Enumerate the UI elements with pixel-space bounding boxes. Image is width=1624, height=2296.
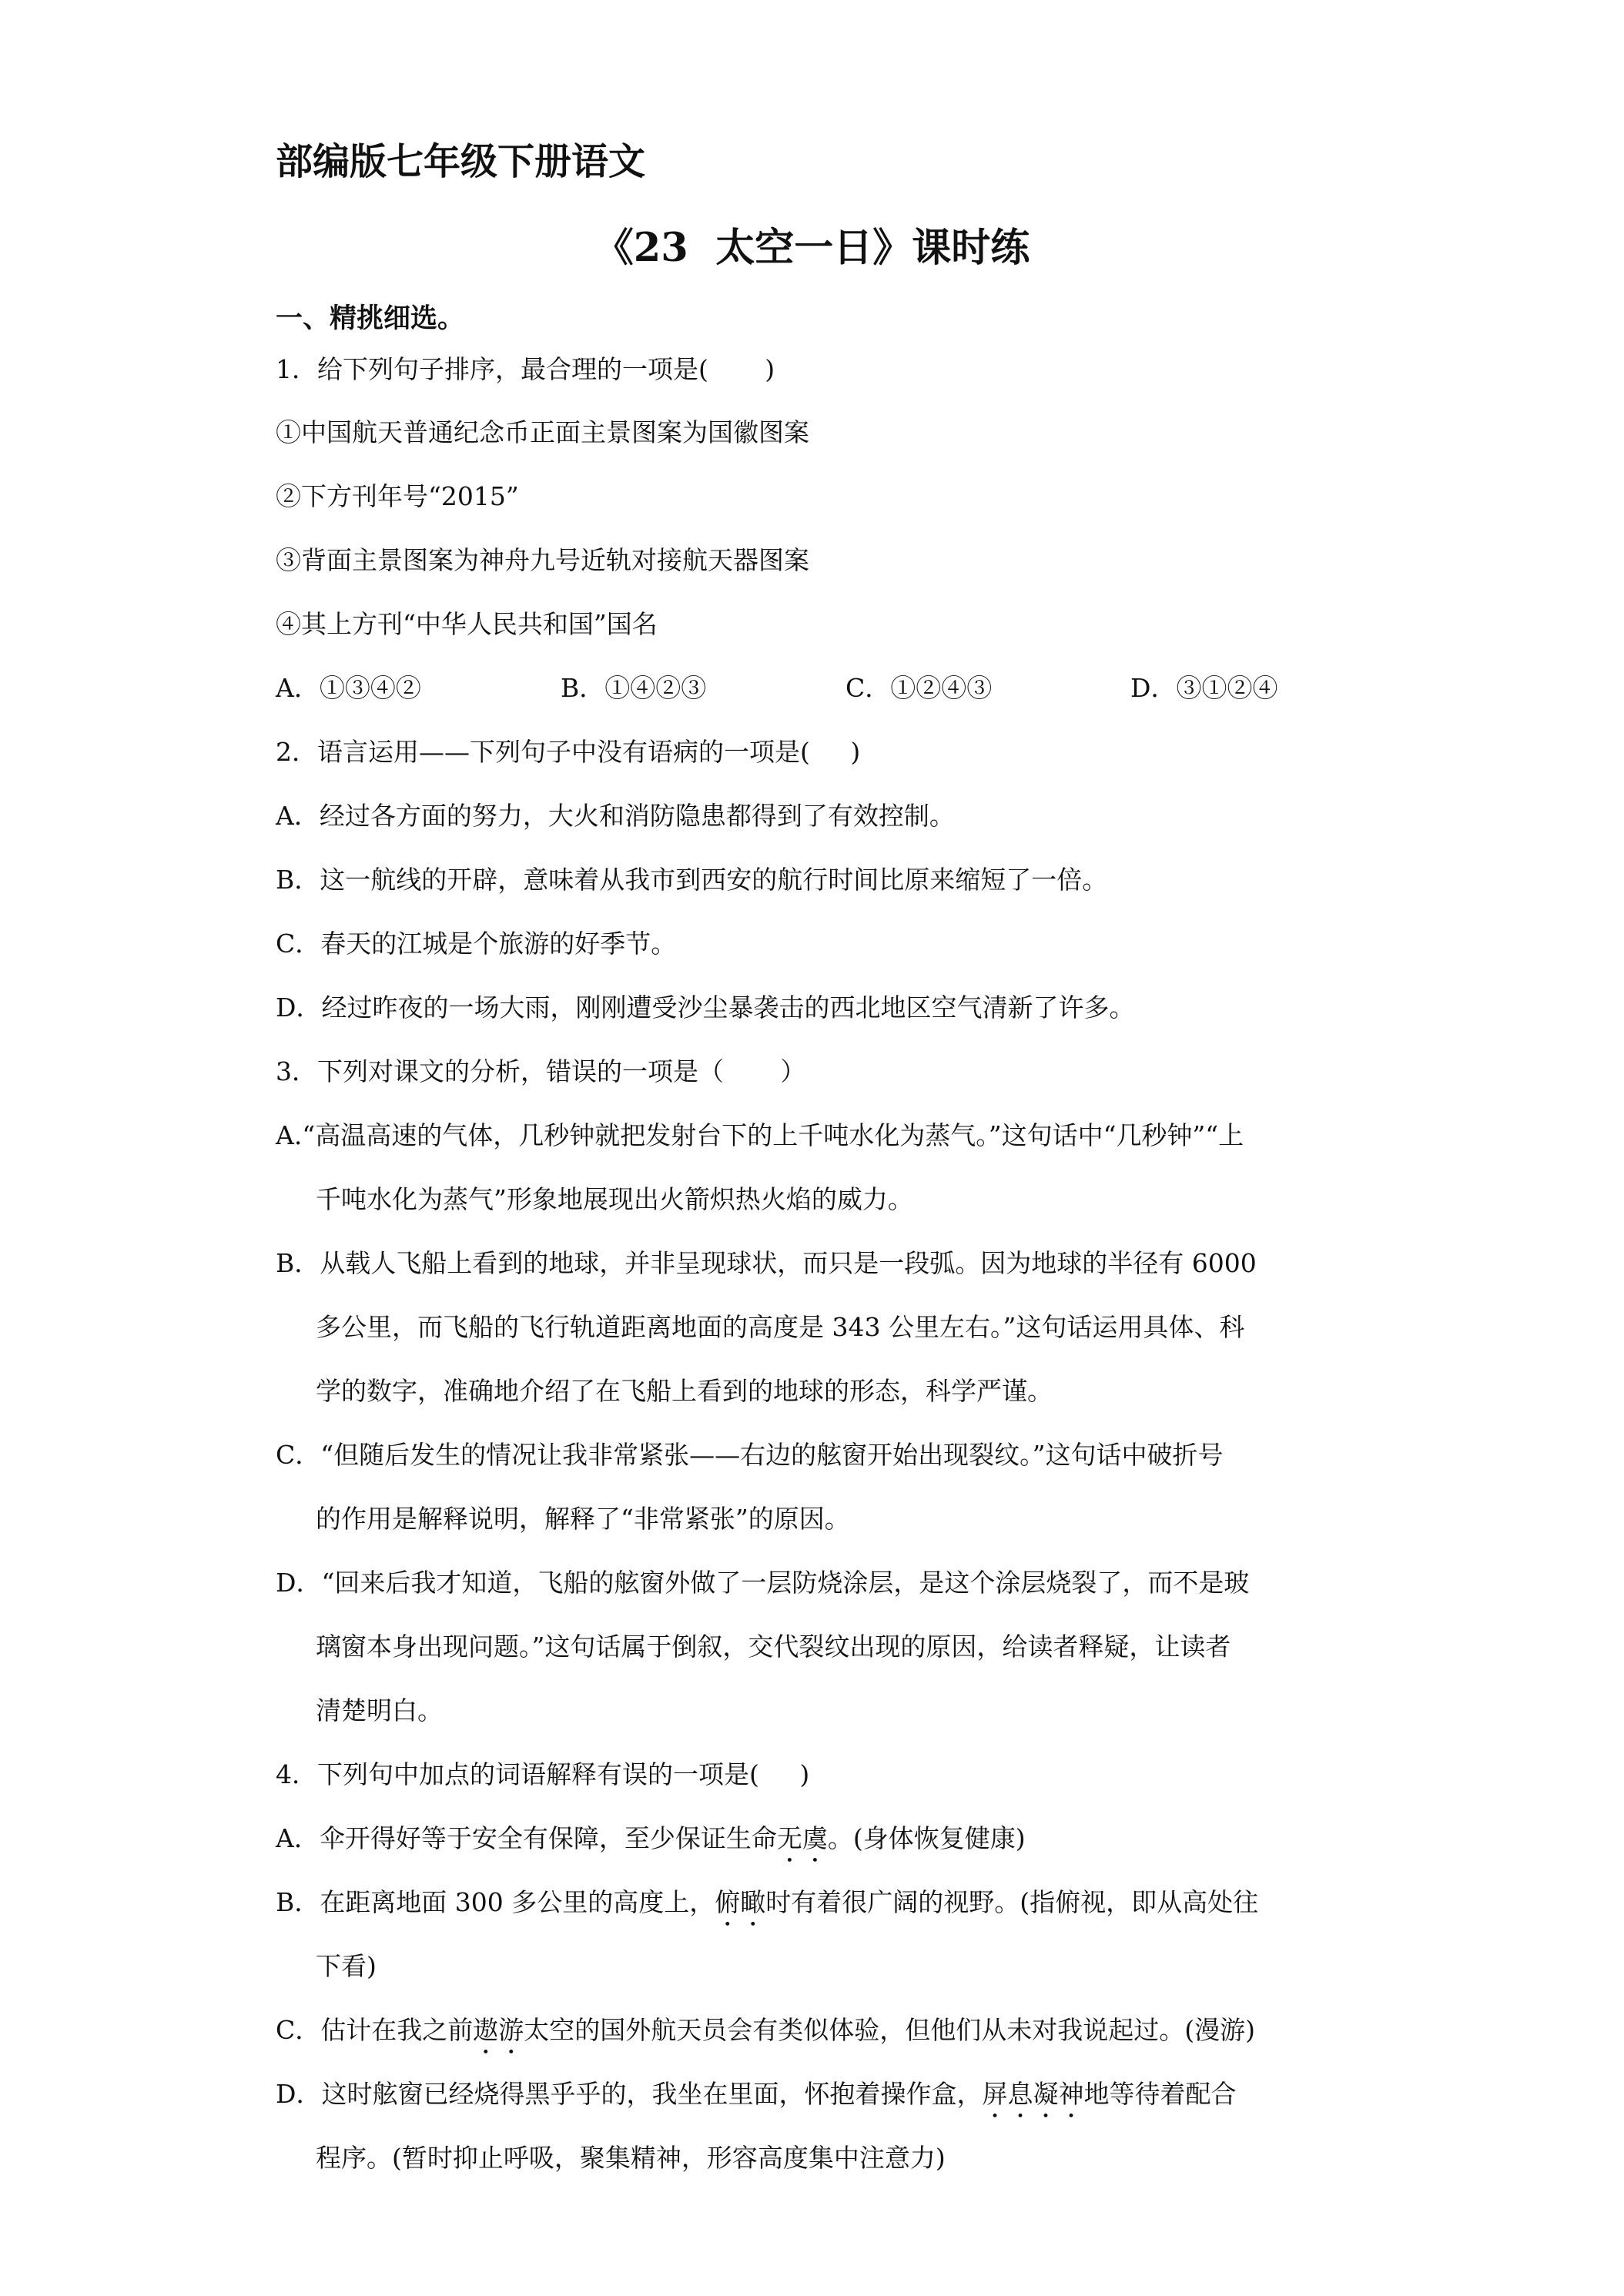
q4-c-text-after: 太空的国外航天员会有类似体验，但他们从未对我说起过。(漫游): [524, 2015, 1255, 2045]
q2-option-a: A．经过各方面的努力，大火和消防隐患都得到了有效控制。: [276, 801, 955, 831]
q4-b-text-before: B．在距离地面 300 多公里的高度上，: [276, 1887, 715, 1917]
q4-stem: 4．下列句中加点的词语解释有误的一项是( ): [276, 1759, 810, 1789]
q2-option-d: D．经过昨夜的一场大雨，刚刚遭受沙尘暴袭击的西北地区空气清新了许多。: [276, 992, 1135, 1022]
q4-option-a: [276, 1822, 1624, 1869]
q4-a-text-after: 。(身体恢复健康): [827, 1823, 1026, 1853]
q1-sentence-1: ①中国航天普通纪念币正面主景图案为国徽图案: [276, 417, 809, 447]
q3-option-c-line1: C．“但随后发生的情况让我非常紧张——右边的舷窗开始出现裂纹。”这句话中破折号: [276, 1440, 1224, 1470]
q3-option-a-line2: 千吨水化为蒸气”形象地展现出火箭炽热火焰的威力。: [316, 1184, 913, 1214]
series-heading: 部编版七年级下册语文: [276, 140, 646, 183]
q1-stem: 1．给下列句子排序，最合理的一项是( ): [276, 354, 775, 384]
q3-option-c-line2: 的作用是解释说明，解释了“非常紧张”的原因。: [316, 1504, 850, 1534]
q4-option-d-line2: 程序。(暂时抑止呼吸，聚集精神，形容高度集中注意力): [316, 2143, 946, 2173]
q4-option-d-line1: [276, 2077, 1624, 2124]
q4-b-text-after: 时有着很广阔的视野。(指俯视，即从高处往: [765, 1887, 1259, 1917]
q3-option-d-line3: 清楚明白。: [316, 1695, 443, 1725]
q3-option-a-line1: A.“高温高速的气体，几秒钟就把发射台下的上千吨水化为蒸气。”这句话中“几秒钟”“上: [276, 1120, 1244, 1150]
q1-option-d: D．③①②④: [1130, 673, 1278, 703]
q4-c-text-before: C．估计在我之前: [276, 2015, 474, 2045]
q2-option-c: C．春天的江城是个旅游的好季节。: [276, 929, 677, 959]
q3-option-b-line1: B．从载人飞船上看到的地球，并非呈现球状，而只是一段弧。因为地球的半径有 6000: [276, 1248, 1257, 1278]
q1-option-c: C．①②④③: [845, 673, 993, 703]
q3-option-b-line2: 多公里，而飞船的飞行轨道距离地面的高度是 343 公里左右。”这句话运用具体、科: [316, 1312, 1245, 1342]
q4-b-dotted-word: 俯瞰: [715, 1887, 766, 1917]
q1-sentence-2: ②下方刊年号“2015”: [276, 481, 519, 511]
page-title: 《23 太空一日》课时练: [594, 225, 1030, 271]
q2-option-b: B．这一航线的开辟，意味着从我市到西安的航行时间比原来缩短了一倍。: [276, 865, 1108, 895]
q1-option-a: A．①③④②: [276, 673, 421, 703]
q4-a-text-before: A．伞开得好等于安全有保障，至少保证生命: [276, 1823, 777, 1853]
q3-option-d-line2: 璃窗本身出现问题。”这句话属于倒叙，交代裂纹出现的原因，给读者释疑，让读者: [316, 1632, 1231, 1662]
q2-stem: 2．语言运用——下列句子中没有语病的一项是( ): [276, 737, 861, 767]
q3-option-d-line1: D．“回来后我才知道，飞船的舷窗外做了一层防烧涂层，是这个涂层烧裂了，而不是玻: [276, 1568, 1250, 1598]
q4-a-dotted-word: 无虞: [776, 1823, 828, 1853]
q4-c-dotted-word: 遨游: [473, 2015, 524, 2045]
q1-option-b: B．①④②③: [561, 673, 707, 703]
section-heading: 一、精挑细选。: [276, 303, 465, 334]
q4-option-b-line1: [276, 1886, 1624, 1933]
q4-d-dotted-word: 屏息凝神: [982, 2079, 1084, 2109]
q4-d-text-after: 地等待着配合: [1083, 2079, 1237, 2109]
q1-sentence-4: ④其上方刊“中华人民共和国”国名: [276, 609, 658, 639]
q4-d-text-before: D．这时舷窗已经烧得黑乎乎的，我坐在里面，怀抱着操作盒，: [276, 2079, 983, 2109]
q1-sentence-3: ③背面主景图案为神舟九号近轨对接航天器图案: [276, 545, 809, 575]
q4-option-c: [276, 2013, 1624, 2060]
q4-option-b-line2: 下看): [316, 1951, 377, 1981]
q3-stem: 3．下列对课文的分析，错误的一项是（ ）: [276, 1056, 806, 1086]
q3-option-b-line3: 学的数字，准确地介绍了在飞船上看到的地球的形态，科学严谨。: [316, 1376, 1053, 1406]
